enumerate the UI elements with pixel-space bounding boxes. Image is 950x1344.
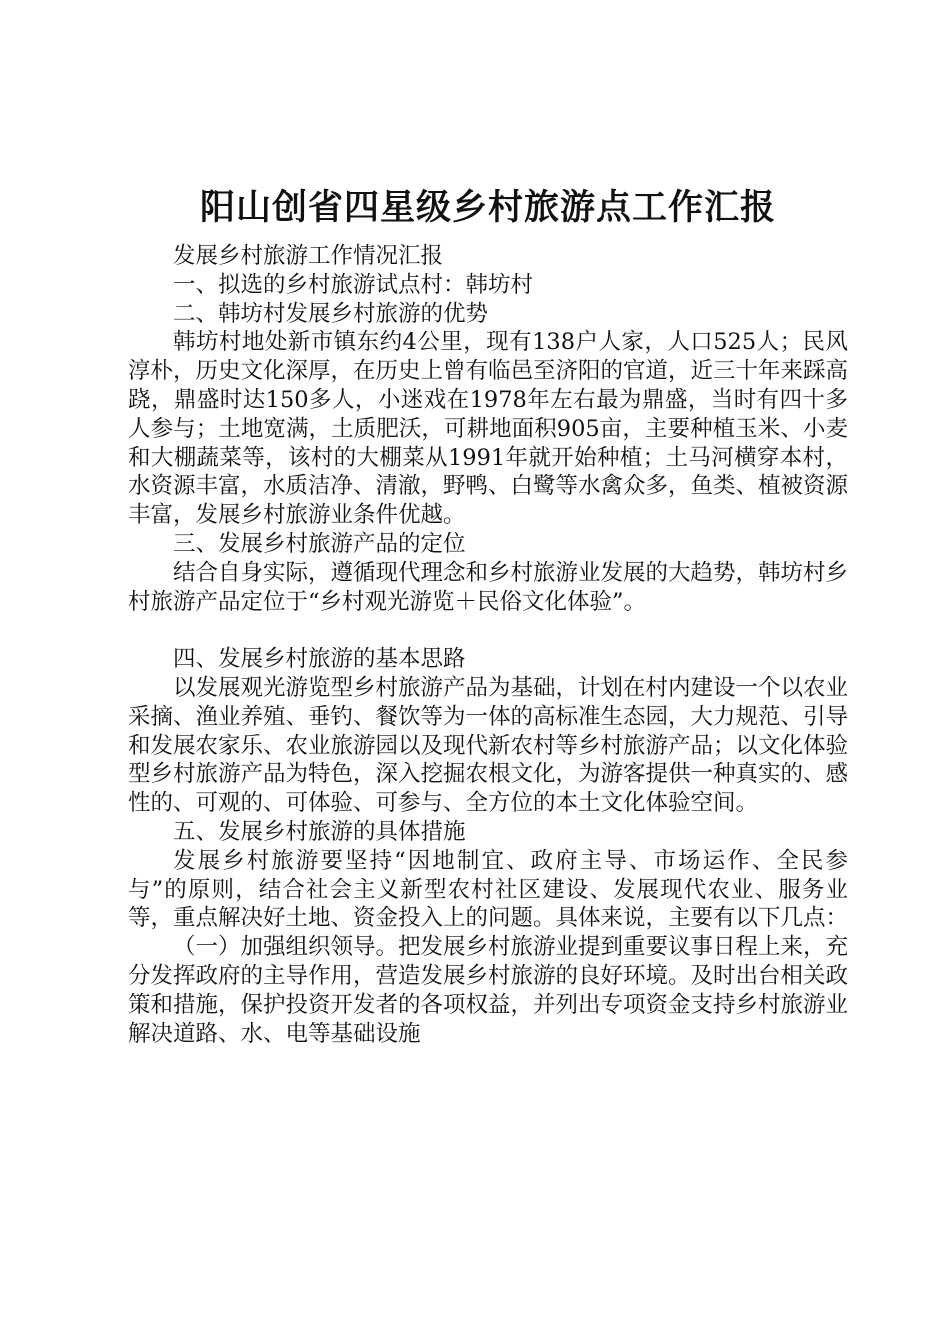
document-page — [128, 186, 848, 1048]
section-heading-3: 三、发展乡村旅游产品的定位 — [173, 530, 466, 557]
document-title: 阳山创省四星级乡村旅游点工作汇报 — [199, 187, 776, 228]
paragraph-advantages: 韩坊村地处新市镇东约4公里，现有138户人家，人口525人；民风淳朴，历史文化深厚，在历史上曾有临邑至济阳的官道，近三十年来踩高跷，鼎盛时达150多人，小迷戏在1978年左右最为鼎盛，当时有四十多人参与；土地宽满，土质肥沃，可耕地面积905亩，主要种植玉米、小麦和大棚蔬菜等，该村的大棚菜从1991年就开始种植；土马河横穿本村，水资源丰富，水质洁净、清澈，野鸭、白鹭等水禽众多，鱼类、植被资源丰富，发展乡村旅游业条件优越。 — [128, 329, 849, 529]
paragraph-measures: 发展乡村旅游要坚持“因地制宜、政府主导、市场运作、全民参与”的原则，结合社会主义新型农村社区建设、发展现代农业、服务业等，重点解决好土地、资金投入上的问题。具体来说，主要有以下几点： — [128, 847, 849, 932]
section-heading-4: 四、发展乡村旅游的基本思路 — [173, 646, 466, 673]
blank-line — [128, 616, 848, 645]
paragraph-measure-1: （一）加强组织领导。把发展乡村旅游业提到重要议事日程上来，充分发挥政府的主导作用，营造发展乡村旅游的良好环境。及时出台相关政策和措施，保护投资开发者的各项权益，并列出专项资金支持乡村旅游业解决道路、水、电等基础设施 — [128, 934, 849, 1047]
section-heading-2: 二、韩坊村发展乡村旅游的优势 — [173, 300, 489, 327]
section-heading-1: 一、拟选的乡村旅游试点村：韩坊村 — [173, 271, 534, 298]
paragraph-approach: 以发展观光游览型乡村旅游产品为基础，计划在村内建设一个以农业采摘、渔业养殖、垂钓、餐饮等为一体的高标准生态园，大力规范、引导和发展农家乐、农业旅游园以及现代新农村等乡村旅游产品；以文化体验型乡村旅游产品为特色，深入挖掘农根文化，为游客提供一种真实的、感性的、可观的、可体验、可参与、全方位的本土文化体验空间。 — [128, 674, 849, 817]
report-subtitle: 发展乡村旅游工作情况汇报 — [173, 243, 444, 269]
section-heading-5: 五、发展乡村旅游的具体措施 — [173, 818, 466, 845]
paragraph-positioning: 结合自身实际，遵循现代理念和乡村旅游业发展的大趋势，韩坊村乡村旅游产品定位于“乡村观光游览＋民俗文化体验”。 — [128, 559, 849, 615]
